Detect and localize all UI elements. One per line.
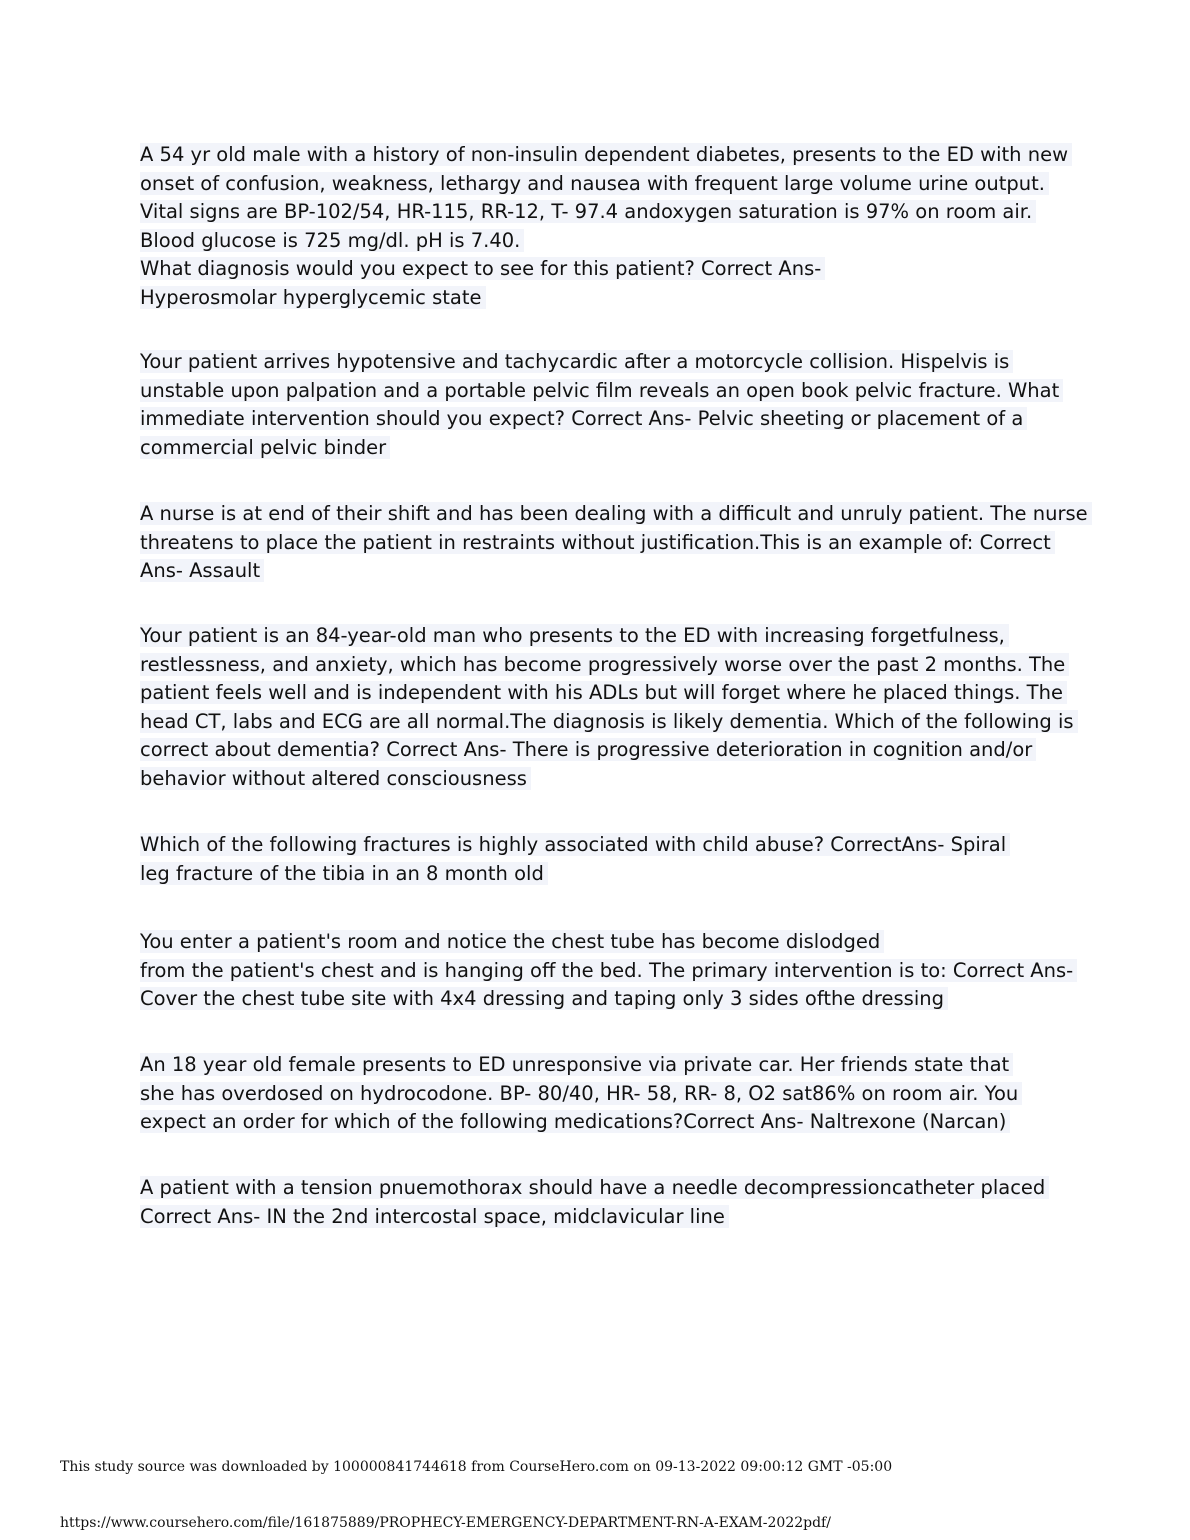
text-line: onset of confusion, weakness, lethargy and nausea with frequent large volume urine output. bbox=[140, 170, 1060, 199]
text-line: A patient with a tension pnuemothorax should have a needle decompressioncatheter placed bbox=[140, 1174, 1060, 1203]
text-line: threatens to place the patient in restraints without justification.This is an example of: Correct bbox=[140, 529, 1060, 558]
text-line: Hyperosmolar hyperglycemic state bbox=[140, 284, 1060, 313]
text-line: correct about dementia? Correct Ans- There is progressive deterioration in cognition and/or bbox=[140, 736, 1060, 765]
text-line: Cover the chest tube site with 4x4 dressing and taping only 3 sides ofthe dressing bbox=[140, 985, 1060, 1014]
text-line: What diagnosis would you expect to see for this patient? Correct Ans- bbox=[140, 255, 1060, 284]
qa-block-8 bbox=[140, 1174, 1060, 1231]
qa-block-5 bbox=[140, 831, 1060, 888]
text-line: patient feels well and is independent with his ADLs but will forget where he placed things. The bbox=[140, 679, 1060, 708]
text-line: commercial pelvic binder bbox=[140, 434, 1060, 463]
text-line: unstable upon palpation and a portable pelvic film reveals an open book pelvic fracture. What bbox=[140, 377, 1060, 406]
text-line: Vital signs are BP-102/54, HR-115, RR-12, T- 97.4 andoxygen saturation is 97% on room air. bbox=[140, 198, 1060, 227]
text-line: she has overdosed on hydrocodone. BP- 80/40, HR- 58, RR- 8, O2 sat86% on room air. You bbox=[140, 1080, 1060, 1109]
text-line: restlessness, and anxiety, which has become progressively worse over the past 2 months. The bbox=[140, 651, 1060, 680]
text-line: A 54 yr old male with a history of non-insulin dependent diabetes, presents to the ED with new bbox=[140, 141, 1060, 170]
qa-block-6 bbox=[140, 928, 1074, 1014]
text-line: You enter a patient's room and notice the chest tube has become dislodged bbox=[140, 928, 1060, 957]
text-line: Your patient is an 84-year-old man who presents to the ED with increasing forgetfulness, bbox=[140, 622, 1060, 651]
text-line: immediate intervention should you expect? Correct Ans- Pelvic sheeting or placement of a bbox=[140, 405, 1060, 434]
qa-block-2 bbox=[140, 348, 1060, 462]
qa-block-7 bbox=[140, 1051, 1060, 1137]
qa-block-1 bbox=[140, 141, 1069, 312]
qa-block-3 bbox=[140, 500, 1088, 586]
text-line: Your patient arrives hypotensive and tachycardic after a motorcycle collision. Hispelvis is bbox=[140, 348, 1060, 377]
text-line: Which of the following fractures is highly associated with child abuse? CorrectAns- Spiral bbox=[140, 831, 1060, 860]
text-line: from the patient's chest and is hanging off the bed. The primary intervention is to: Correct Ans- bbox=[140, 957, 1060, 986]
text-line: expect an order for which of the following medications?Correct Ans- Naltrexone (Narcan) bbox=[140, 1108, 1060, 1137]
source-url[interactable]: https://www.coursehero.com/file/161875889/PROPHECY-EMERGENCY-DEPARTMENT-RN-A-EXAM-2022pdf/ bbox=[60, 1515, 831, 1531]
text-line: behavior without altered consciousness bbox=[140, 765, 1060, 794]
text-line: leg fracture of the tibia in an 8 month old bbox=[140, 860, 1060, 889]
download-notice: This study source was downloaded by 100000841744618 from CourseHero.com on 09-13-2022 09:00:12 GMT -05:00 bbox=[60, 1459, 893, 1475]
text-line: An 18 year old female presents to ED unresponsive via private car. Her friends state that bbox=[140, 1051, 1060, 1080]
qa-block-4 bbox=[140, 622, 1074, 793]
text-line: head CT, labs and ECG are all normal.The diagnosis is likely dementia. Which of the following is bbox=[140, 708, 1060, 737]
text-line: A nurse is at end of their shift and has been dealing with a difficult and unruly patient. The nurse bbox=[140, 500, 1060, 529]
text-line: Ans- Assault bbox=[140, 557, 1060, 586]
text-line: Correct Ans- IN the 2nd intercostal space, midclavicular line bbox=[140, 1203, 1060, 1232]
text-line: Blood glucose is 725 mg/dl. pH is 7.40. bbox=[140, 227, 1060, 256]
